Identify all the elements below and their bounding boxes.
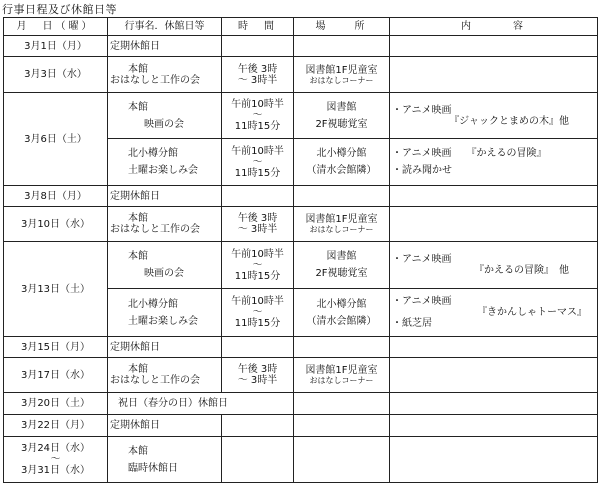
- time-cell: [222, 358, 294, 393]
- place-cell: [294, 207, 390, 242]
- table-row: [4, 337, 598, 358]
- header-time: 時 間: [222, 18, 294, 36]
- date-cell: 3月17日（水）: [4, 358, 108, 393]
- date-cell: [4, 437, 108, 483]
- table-row: [4, 93, 598, 139]
- event-cell: [108, 186, 222, 207]
- place-cell: [294, 358, 390, 393]
- time-cell: [222, 437, 294, 483]
- table-row: [4, 415, 598, 437]
- event-cell: [108, 242, 222, 289]
- time-cell: [222, 139, 294, 186]
- table-row: [4, 437, 598, 483]
- content-cell: [390, 207, 598, 242]
- place-line: 図書館1F児童室: [305, 64, 378, 76]
- content-cell: [390, 415, 598, 437]
- place-line: おはなしコーナー: [309, 75, 374, 85]
- time-line: 午前10時半: [231, 248, 284, 260]
- place-cell: [294, 415, 390, 437]
- time-line: 午後 3時: [237, 63, 278, 75]
- content-line: ・アニメ映画: [392, 254, 452, 265]
- event-cell: [108, 358, 222, 393]
- content-cell: [390, 242, 598, 289]
- event-line: おはなしと工作の会: [110, 74, 200, 86]
- event-cell: [108, 415, 222, 437]
- content-cell: [390, 36, 598, 57]
- event-cell: [108, 393, 294, 415]
- event-cell: [108, 57, 222, 93]
- content-cell: [390, 57, 598, 93]
- time-line: ～ 3時半: [237, 224, 278, 235]
- event-line: 北小樽分館: [128, 148, 178, 159]
- time-line: 午前10時半: [231, 145, 284, 157]
- event-line: 本館: [128, 445, 148, 457]
- date-cell: 3月20日（土）: [4, 393, 108, 415]
- place-line: 2F視聴覚室: [315, 118, 368, 130]
- event-line: 本館: [128, 101, 148, 113]
- place-cell: [294, 36, 390, 57]
- place-cell: [294, 93, 390, 139]
- content-line: ・読み聞かせ: [392, 165, 452, 176]
- table-row: [4, 207, 598, 242]
- content-cell: [390, 139, 598, 186]
- content-cell: [390, 393, 598, 415]
- event-cell: [108, 207, 222, 242]
- table-row: [4, 393, 598, 415]
- page-title: 行事日程及び休館日等: [2, 3, 117, 16]
- event-line: 本館: [128, 251, 148, 262]
- event-line: 臨時休館日: [128, 462, 178, 474]
- time-cell: [222, 242, 294, 289]
- time-line: 午後 3時: [237, 364, 278, 375]
- time-line: ～: [252, 307, 263, 318]
- place-line: （清水会館隣）: [306, 315, 377, 327]
- event-line: おはなしと工作の会: [110, 375, 200, 386]
- content-line: 『かえるの冒険』 他: [474, 265, 569, 276]
- event-line: 本館: [128, 364, 148, 375]
- time-line: ～: [252, 110, 263, 121]
- place-line: おはなしコーナー: [309, 225, 374, 234]
- content-line: ・アニメ映画: [392, 104, 452, 116]
- event-line: 定期休館日: [110, 341, 160, 353]
- event-line: 映画の会: [144, 268, 184, 279]
- event-line: 祝日（春分の日）休館日: [118, 398, 228, 409]
- event-line: 本館: [128, 213, 148, 224]
- content-cell: [390, 93, 598, 139]
- date-cell: 3月8日（月）: [4, 186, 108, 207]
- place-line: （清水会館隣）: [306, 165, 377, 176]
- content-cell: [390, 358, 598, 393]
- place-cell: [294, 242, 390, 289]
- time-cell: [222, 186, 294, 207]
- header-place: 場 所: [294, 18, 390, 36]
- time-line: ～: [252, 259, 263, 271]
- event-cell: [108, 36, 222, 57]
- event-cell: [108, 337, 222, 358]
- date-cell: 3月22日（月）: [4, 415, 108, 437]
- place-cell: [294, 289, 390, 337]
- content-line: ・紙芝居: [392, 318, 432, 329]
- date-line: ～: [50, 454, 61, 465]
- place-cell: [294, 139, 390, 186]
- event-line: 定期休館日: [110, 420, 160, 431]
- time-cell: [222, 57, 294, 93]
- date-cell: 3月13日（土）: [4, 242, 108, 337]
- schedule-table: [3, 17, 598, 483]
- date-cell: 3月3日（水）: [4, 57, 108, 93]
- time-cell: [222, 207, 294, 242]
- time-cell: [222, 415, 294, 437]
- date-cell: 3月15日（月）: [4, 337, 108, 358]
- time-cell: [222, 93, 294, 139]
- place-line: 北小樽分館: [316, 298, 367, 310]
- place-line: 図書館1F児童室: [305, 365, 378, 376]
- header-event: 行事名．休館日等: [108, 18, 222, 36]
- content-cell: [390, 337, 598, 358]
- content-line: 『きかんしゃトーマス』: [477, 307, 587, 318]
- header-date: 月 日（曜）: [4, 18, 108, 36]
- time-line: ～: [252, 156, 263, 168]
- place-line: 図書館: [326, 251, 357, 262]
- event-cell: [108, 139, 222, 186]
- table-row: [4, 57, 598, 93]
- date-line: 3月24日（水）: [20, 443, 91, 454]
- place-cell: [294, 437, 390, 483]
- place-cell: [294, 57, 390, 93]
- event-line: 本館: [128, 63, 148, 75]
- place-line: 図書館: [326, 101, 357, 113]
- time-line: 午前10時半: [231, 296, 284, 307]
- place-line: 北小樽分館: [316, 148, 367, 159]
- time-line: 11時15分: [234, 318, 281, 329]
- date-cell: 3月6日（土）: [4, 93, 108, 186]
- date-line: 3月31日（水）: [20, 465, 91, 476]
- event-line: 土曜お楽しみ会: [128, 315, 198, 327]
- time-cell: [222, 289, 294, 337]
- place-cell: [294, 337, 390, 358]
- time-line: 午後 3時: [237, 213, 278, 224]
- content-cell: [390, 437, 598, 483]
- place-line: おはなしコーナー: [309, 376, 374, 385]
- date-cell: 3月1日（月）: [4, 36, 108, 57]
- time-line: ～ 3時半: [237, 74, 278, 86]
- time-line: 11時15分: [234, 270, 281, 282]
- content-cell: [390, 186, 598, 207]
- time-line: 11時15分: [234, 121, 281, 132]
- table-row: [4, 358, 598, 393]
- event-cell: [108, 93, 222, 139]
- event-line: 映画の会: [144, 118, 184, 130]
- time-line: ～ 3時半: [237, 375, 278, 386]
- content-line: 『ジャックとまめの木』他: [449, 115, 569, 127]
- event-line: 定期休館日: [110, 40, 160, 52]
- table-row: [4, 186, 598, 207]
- time-cell: [222, 337, 294, 358]
- event-line: おはなしと工作の会: [110, 224, 200, 235]
- time-line: 午前10時半: [231, 99, 284, 110]
- place-cell: [294, 393, 390, 415]
- content-line: ・アニメ映画: [392, 296, 452, 307]
- event-cell: [108, 437, 222, 483]
- content-line: ・アニメ映画 『かえるの冒険』: [392, 148, 547, 159]
- date-cell: 3月10日（水）: [4, 207, 108, 242]
- time-line: 11時15分: [234, 167, 281, 179]
- place-cell: [294, 186, 390, 207]
- time-cell: [222, 36, 294, 57]
- table-row: [4, 242, 598, 289]
- header-row: [4, 18, 598, 36]
- place-line: 2F視聴覚室: [315, 268, 368, 279]
- table-row: [4, 36, 598, 57]
- event-line: 定期休館日: [110, 190, 160, 202]
- event-line: 土曜お楽しみ会: [128, 165, 198, 176]
- header-content: 内 容: [390, 18, 598, 36]
- place-line: 図書館1F児童室: [305, 214, 378, 225]
- event-line: 北小樽分館: [128, 298, 178, 310]
- content-cell: [390, 289, 598, 337]
- event-cell: [108, 289, 222, 337]
